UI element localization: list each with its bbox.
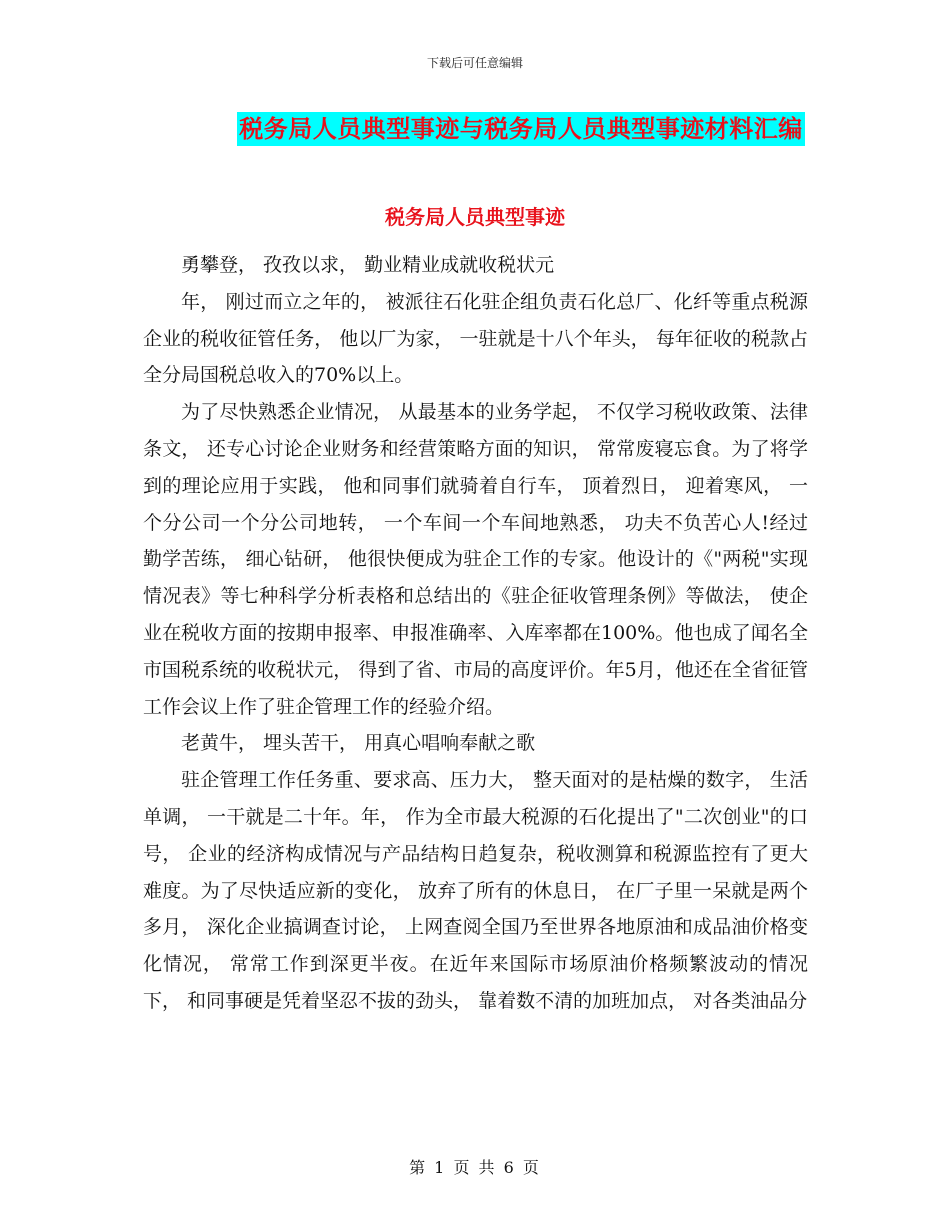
paragraph: 驻企管理工作任务重、要求高、压力大， 整天面对的是枯燥的数字， 生活单调， 一干就是二十年。年， 作为全市最大税源的石化提出了"二次创业"的口号， 企业的经济构成情况与产品结构日趋复杂，税收测算和税源监控有了更大难度。为了尽快适应新的变化， 放弃了所有的休息日， 在厂子里一呆就是两个多月， 深化企业搞调查讨论， 上网查阅全国乃至世界各地原油和成品油价格变化情况， 常常工作到深更半夜。在近年来国际市场原油价格频繁波动的情况下， 和同事硬是凭着坚忍不拔的劲头， 靠着数不清的加班加点， 对各类油品分 <box>143 769 808 1012</box>
paragraph-subheading-2: 老黄牛， 埋头苦干， 用真心唱响奉献之歌 <box>181 732 536 755</box>
paragraph: 年， 刚过而立之年的， 被派往石化驻企组负责石化总厂、化纤等重点税源企业的税收征管任务， 他以厂为家， 一驻就是十八个年头， 每年征收的税款占全分局国税总收入的70%以上。 <box>143 290 808 387</box>
main-title: 税务局人员典型事迹与税务局人员典型事迹材料汇编 <box>237 112 805 146</box>
header-note: 下载后可任意编辑 <box>426 56 523 70</box>
page-number-footer: 第 1 页 共 6 页 <box>409 1158 541 1177</box>
body-text <box>143 247 808 1020</box>
paragraph-subheading-1: 勇攀登， 孜孜以求， 勤业精业成就收税状元 <box>181 254 555 276</box>
paragraph: 为了尽快熟悉企业情况， 从最基本的业务学起， 不仅学习税收政策、法律条文， 还专心讨论企业财务和经营策略方面的知识， 常常废寝忘食。为了将学到的理论应用于实践， 他和同事们就骑着自行车， 顶着烈日， 迎着寒风， 一个分公司一个分公司地转， 一个车间一个车间地熟悉， 功夫不负苦心人!经过勤学苦练， 细心钻研， 他很快便成为驻企工作的专家。他设计的《"两税"实现情况表》等七种科学分析表格和总结出的《驻企征收管理条例》等做法， 使企业在税收方面的按期申报率、申报准确率、入库率都在100%。他也成了闻名全市国税系统的收税状元， 得到了省、市局的高度评价。年5月，他还在全省征管工作会议上作了驻企管理工作的经验介绍。 <box>143 401 808 718</box>
main-title-container <box>0 112 950 146</box>
section-title: 税务局人员典型事迹 <box>385 205 565 229</box>
